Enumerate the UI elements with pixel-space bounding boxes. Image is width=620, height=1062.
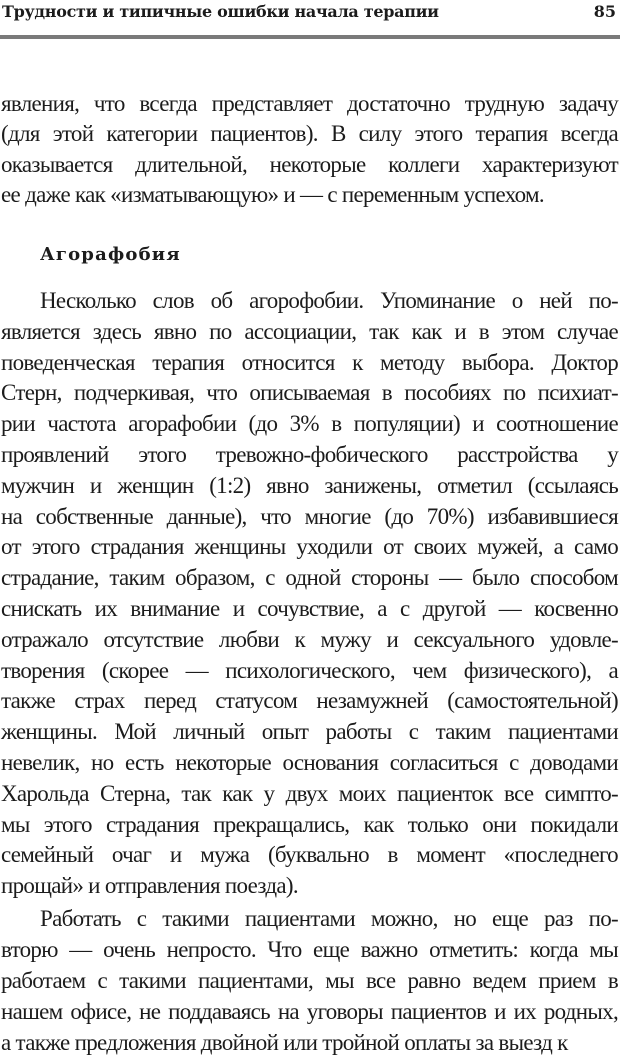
- text-line: Работать с такими пациентами можно, но еще раз по-: [40, 906, 618, 931]
- header-rule: [0, 35, 620, 39]
- text-line: мужчин и женщин (1:2) явно занижены, отметил (ссылаясь: [1, 472, 618, 498]
- text-line: проявлений этого тревожно-фобического расстройства у: [1, 442, 618, 467]
- text-line: явления, что всегда представляет достаточно трудную задачу: [1, 91, 618, 116]
- text-line: вторю — очень непросто. Что еще важно отметить: когда мы: [1, 937, 618, 962]
- text-line: поведенческая терапия относится к методу выбора. Доктор: [1, 349, 618, 375]
- text-line: творения (скорее — психологического, чем физического), а: [1, 657, 618, 683]
- text-line: женщины. Мой личный опыт работы с таким пациентами: [1, 719, 618, 745]
- text-line: также страх перед статусом незамужней (самостоятельной): [1, 688, 618, 714]
- text-line: отражало отсутствие любви к мужу и сексуального удовле-: [1, 626, 618, 652]
- text-line: Стерн, подчеркивая, что описываемая в пособиях по психиат-: [1, 380, 618, 406]
- text-line: оказывается длительной, некоторые коллеги характеризуют: [1, 151, 618, 177]
- text-line: работаем с такими пациентами, мы все равно ведем прием в: [1, 968, 618, 993]
- text-line: снискать их внимание и сочувствие, а с другой — косвенно: [1, 596, 618, 621]
- text-line: нашем офисе, не поддаваясь на уговоры пациентов и их родных,: [1, 999, 618, 1024]
- text-line: мы этого страдания прекращались, как только они покидали: [1, 811, 618, 837]
- text-line: от этого страдания женщины уходили от своих мужей, а само: [1, 534, 618, 560]
- text-line: ее даже как «изматывающую» и — с переменным успехом.: [1, 181, 544, 207]
- text-line: семейный очаг и мужа (буквально в момент «последнего: [1, 842, 618, 868]
- text-line: невелик, но есть некоторые основания согласиться с доводами: [1, 750, 618, 775]
- text-line: (для этой категории пациентов). В силу этого терапия всегда: [1, 121, 618, 147]
- text-line: Несколько слов об агорофобии. Упоминание о ней по-: [40, 288, 618, 313]
- running-header-title: Трудности и типичные ошибки начала терапии: [2, 2, 439, 21]
- text-line: прощай» и отправления поезда).: [1, 873, 298, 899]
- text-line: Харольда Стерна, так как у двух моих пациенток все симпто-: [1, 780, 618, 806]
- text-line: является здесь явно по ассоциации, так как и в этом случае: [1, 318, 618, 344]
- text-line: а также предложения двойной или тройной оплаты за выезд к: [1, 1030, 568, 1055]
- text-line: страдание, таким образом, с одной стороны — было способом: [1, 565, 618, 591]
- page-number: 85: [593, 2, 616, 21]
- section-heading: Агорафобия: [40, 244, 181, 265]
- text-line: рии частота агорафобии (до 3% в популяции) и соотношение: [1, 411, 618, 437]
- text-line: на собственные данные), что многие (до 70%) избавившиеся: [1, 503, 618, 529]
